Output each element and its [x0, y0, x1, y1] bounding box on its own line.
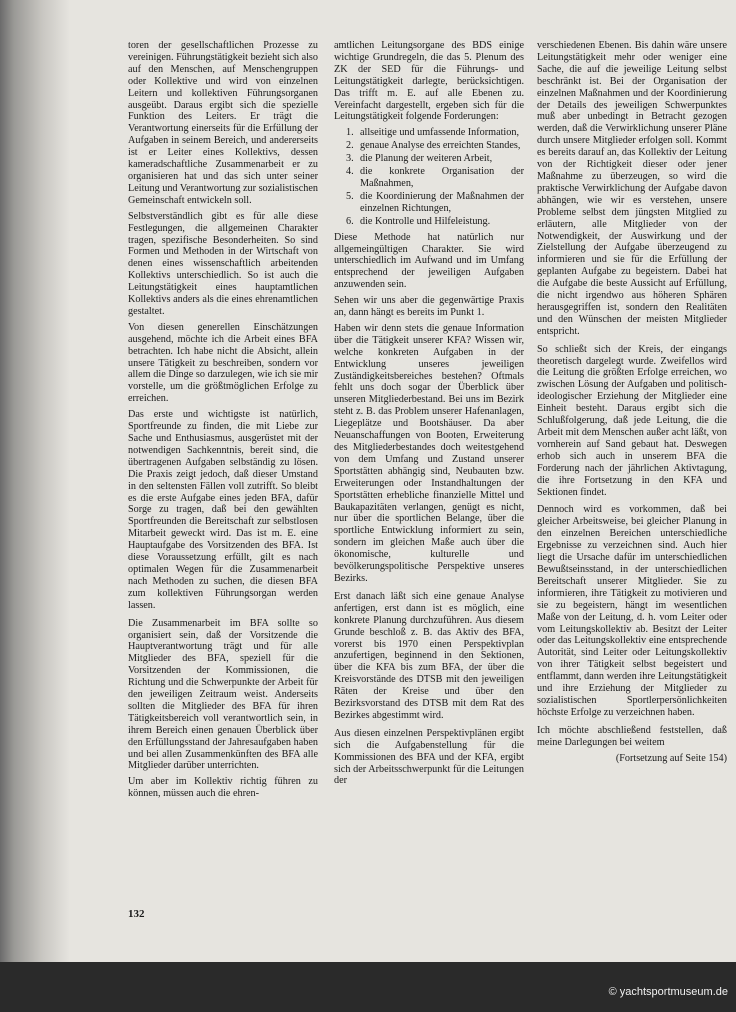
paragraph: Das erste und wichtigste ist natürlich, Sportfreunde zu finden, die mit Liebe zur Sache und Enthusiasmus, ausgerüstet mit der notwendigen Sachkenntnis, bereit sind, die übertragenen Aufgaben selbständig zu lösen. Die Praxis zeigt jedoch, daß dieser Umstand in den seltensten Fällen voll zutrifft. So bleibt es die erste Aufgabe eines jeden BFA, dafür Sorge zu tragen, daß bei den gewählten Sportfreunden die Bereitschaft zur selbstlosen Mitarbeit geweckt wird. Das ist m. E. eine Hauptaufgabe des Vorsitzenden des BFA. Ist diese Voraussetzung erfüllt, gilt es nach optimalen Wegen für die Zusammenarbeit nach Methoden zu suchen, die diesen BFA zum kollektiven Führungsorgan werden lassen. — [128, 409, 318, 611]
text-column-right — [537, 40, 727, 768]
paragraph: Selbstverständlich gibt es für alle diese Festlegungen, die allgemeinen Charakter tragen, spezifische Besonderheiten. So sind Formen und Methoden in der Wirtschaft von denen eines wissenschaftlich arbeitenden Kollektivs unterschiedlich. So ist auch die Leitungstätigkeit eines hauptamtlichen Kollektivs anders als die eines ehrenamtlichen gestaltet. — [128, 210, 318, 317]
paragraph: toren der gesellschaftlichen Prozesse zu vereinigen. Führungstätigkeit bezieht sich also auf den Menschen, auf Menschengruppen oder Kollektive und wird von einzelnen Leitern und kollektiven Führungsorganen ausgeübt. Daraus ergibt sich die spezielle Funktion des Leiters. Er trägt die Verantwortung einerseits für die Erfüllung der Aufgaben in seinem Bereich, und andererseits ist er Leiter eines Kollektivs, dessen kameradschaftliche Zusammenarbeit er zu organisieren hat und das sich unter seiner Leitung und Verantwortung zur sozialistischen Gemeinschaft entwickeln soll. — [128, 40, 318, 206]
watermark: © yachtsportmuseum.de — [608, 986, 728, 998]
list-item: 6. die Kontrolle und Hilfeleistung. — [346, 215, 491, 227]
list-item: 4. die konkrete Organisation der Maßnahmen, — [346, 166, 524, 189]
paragraph: Diese Methode hat natürlich nur allgemeingültigen Charakter. Sie wird unterschiedlich im Aufwand und im Umfang entsprechend der jeweiligen Aufgaben anzuwenden sein. — [334, 231, 524, 291]
book-spine-shadow — [0, 0, 70, 962]
paragraph: Ich möchte abschließend feststellen, daß meine Darlegungen bei weitem — [537, 724, 727, 748]
paragraph: Sehen wir uns aber die gegenwärtige Praxis an, dann hängt es bereits im Punkt 1. — [334, 295, 524, 319]
paragraph: So schließt sich der Kreis, der eingangs theoretisch dargelegt wurde. Zweifellos wird die Leitung die größten Erfolge erreichen, wo zwischen Lösung der Aufgaben und politisch-ideologischer Erziehung der Mitglieder eine Einheit besteht. Daraus ergibt sich die Schlußfolgerung, daß jede Leitung, die die Arbeit mit dem Menschen außer acht läßt, von vornherein auf Sand gebaut hat. Deswegen erhob sich auch in unserem BFA die Forderung nach der jährlichen Aktivtagung, die ihre Fortsetzung in den KFA und Sektionen findet. — [537, 343, 727, 498]
list-item: 2. genaue Analyse des erreichten Standes, — [346, 140, 521, 152]
list-item: 1. allseitige und umfassende Information, — [346, 127, 519, 139]
text-column-left — [128, 40, 318, 804]
paragraph: Haben wir denn stets die genaue Information über die Tätigkeit unserer KFA? Wissen wir, welche konkreten Aufgaben in der Entwicklung unseres jeweiligen Zuständigkeitsbereiches bestehen? Oftmals fehlt uns doch sogar der Überblick über unseren Mitgliederbestand. Bei uns im Bezirk steht z. B. das Problem unserer Hafenanlagen, Liegeplätze und Bootshäuser. Da aber Neuanschaffungen von Booten, Erweiterung des Mitgliederbestandes doch weitestgehend von dem Umfang und Zustand unserer Sportstätten abhängig sind, Neubauten bzw. Erweiterungen oder Instandhaltungen der Sportstätten erhebliche finanzielle Mittel und Baukapazitäten verlangen, genügt es nicht, nur über die sportlichen Belange, über die sportliche Entwicklung informiert zu sein, sondern im gleichen Maße auch über die ökonomische, kulturelle und bevölkerungspolitische Perspektive unseres Bezirks. — [334, 322, 524, 584]
list-item: 3. die Planung der weiteren Arbeit, — [346, 153, 493, 165]
text-column-middle — [334, 40, 524, 791]
requirements-list — [334, 127, 524, 227]
list-item: 5. die Koordinierung der Maßnahmen der einzelnen Richtungen, — [346, 190, 524, 214]
paragraph: Um aber im Kollektiv richtig führen zu können, müssen auch die ehren- — [128, 776, 318, 800]
paragraph: Von diesen generellen Einschätzungen ausgehend, möchte ich die Arbeit eines BFA betrachten. Ich habe nicht die Absicht, allein unsere Tätigkeit zu beschreiben, sondern vor allem die Dinge so darzulegen, wie ich sie mir vorstelle, um die größtmöglichen Erfolge zu erreichen. — [128, 321, 318, 405]
paragraph: verschiedenen Ebenen. Bis dahin wäre unsere Leitungstätigkeit mehr oder weniger eine Sache, die auf die jeweilige Leitung selbst beschränkt ist. Bei der Organisation der einzelnen Maßnahmen und der Koordinierung der Details des jeweiligen Schwerpunktes muß aber unbedingt in Betracht gezogen werden, daß die Verwirklichung unserer Pläne durch unsere Mitglieder erfolgen soll. Kommt es bereits darauf an, das Kollektiv der Leitung von der Richtigkeit dieser oder jener Maßnahme zu überzeugen, so wird die praktische Verwirklichung der Aufgabe davon abhängen, wie wir es verstehen, unsere Probleme selbst dem jüngsten Mitglied zu erläutern, alle Mitglieder von der Notwendigkeit, der Auswirkung und der Zielstellung der Aufgabe überzeugend zu informieren und sie für die Erfüllung der geplanten Aufgabe zu begeistern. Dabei hat die Aufgabe die beste Aussicht auf Erfüllung, die nicht irgendwo aus höheren Sphären herausgegriffen ist, sondern den Realitäten und den Wünschen der meisten Mitglieder entspricht. — [537, 40, 727, 337]
paragraph: Die Zusammenarbeit im BFA sollte so organisiert sein, daß der Vorsitzende die Hauptverantwortung trägt und für alle Mitglieder des BFA, speziell für die Vorsitzenden der Kommissionen, die Richtung und die Schwerpunkte der Arbeit für den jeweiligen Zeitraum weist. Anderseits sollten die Mitglieder des BFA für ihren Tätigkeitsbereich voll verantwortlich sein, in ihrem Bereich einen genauen Überblick über den Erfüllungsstand der Jahresaufgaben haben und bei allen Zusammenkünften des BFA alle Mitglieder darüber unterrichten. — [128, 617, 318, 772]
continuation-note: (Fortsetzung auf Seite 154) — [615, 752, 727, 764]
paragraph: Aus diesen einzelnen Perspektivplänen ergibt sich die Aufgabenstellung für die Kommissionen des BFA und der KFA, ergibt sich der Arbeitsschwerpunkt für die Leitungen der — [334, 727, 524, 787]
paragraph: amtlichen Leitungsorgane des BDS einige wichtige Grundregeln, die das 5. Plenum des ZK der SED für die Führungs- und Leitungstätigkeit darlegte, berücksichtigen. Das trifft m. E. auf alle Ebenen zu. Vereinfacht dargestellt, ergeben sich für die Leitungstätigkeit folgende Forderungen: — [334, 40, 524, 123]
paragraph: Dennoch wird es vorkommen, daß bei gleicher Arbeitsweise, bei gleicher Planung in den einzelnen Bereichen unterschiedliche Ergebnisse zu verzeichnen sind. Auch hier liegt die Ursache dafür im unterschiedlichen Bewußtseinsstand, in der unterschiedlichen Bereitschaft unserer Mitglieder. Sie zu informieren, ihre Tätigkeit zu motivieren und sie zu begeistern, hängt im wesentlichen Maße von der Leitung, d. h. vom Leiter oder vom Leitungskollektiv ab. Besitzt der Leiter oder das Leitungskollektiv eine entsprechende Autorität, sind Leiter oder Leitungskollektiv von ihrer Tätigkeit selbst begeistert und entflammt, dann werden ihre Leitungstätigkeit und ihre Erziehung der Mitglieder zu sozialistischen Sportlerpersönlichkeiten höchste Erfolge zu verzeichnen haben. — [537, 504, 727, 718]
page-number: 132 — [128, 908, 145, 920]
paragraph: Erst danach läßt sich eine genaue Analyse anfertigen, erst dann ist es möglich, eine konkrete Planung durchzuführen. Aus diesem Grunde beschloß z. B. das Aktiv des BFA, vorerst bis 1970 einen Perspektivplan anzufertigen, beginnend in den Sektionen, über die KFA bis zum BFA, der über die Kreisvorstände des DTSB mit den jeweiligen Räten der Kreise und über den Bezirksvorstand des DTSB mit dem Rat des Bezirkes abgestimmt wird. — [334, 590, 524, 721]
